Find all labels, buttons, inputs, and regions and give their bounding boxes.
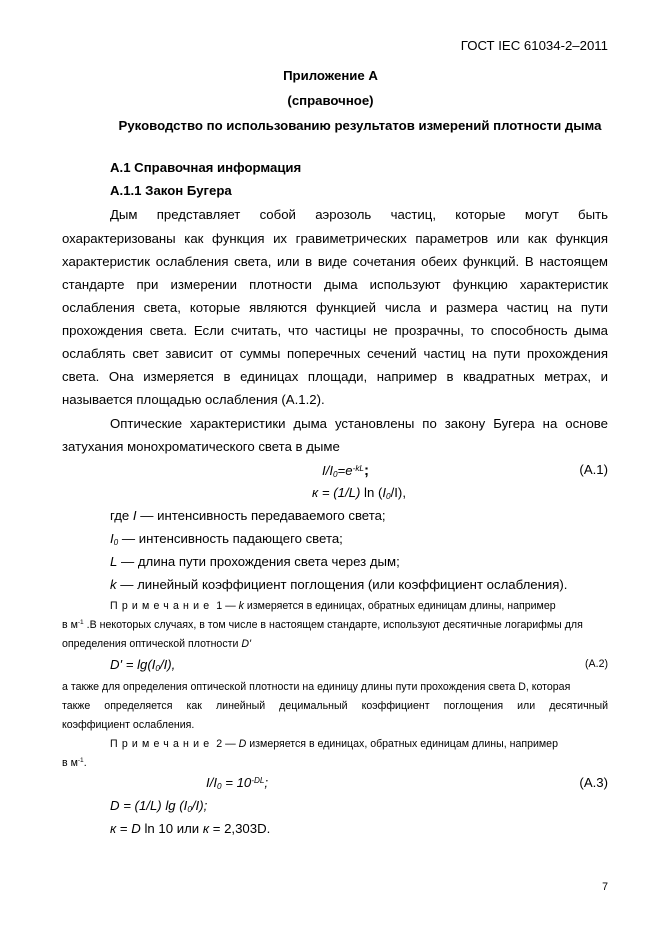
definition-l: L — длина пути прохождения света через дым; [110, 554, 400, 569]
paragraph-2-line: Оптические характеристики дыма установлены по закону Бугера на основе [110, 416, 608, 431]
section-a1-heading: А.1 Справочная информация [110, 160, 302, 175]
equation-d: D = (1/L) $\lg (I_0/I)$; [110, 798, 208, 815]
paragraph-line: стандарте при измерении плотности дыма используют функцию характеристик [62, 277, 608, 292]
paragraph-3-line: также определяется как линейный децимальный коэффициент поглощения или десятичный [62, 700, 608, 712]
paragraph-line: охарактеризованы как функция их гравиметрических параметров или как функция [62, 231, 608, 246]
page-number: 7 [602, 881, 608, 893]
standard-number: ГОСТ IEC 61034-2–2011 [460, 38, 608, 53]
equation-k-ln10: к = D ln 10 или к = 2,303D. [110, 821, 271, 836]
paragraph-line: Дым представляет собой аэрозоль частиц, которые могут быть [110, 207, 608, 222]
equation-a2: $D' = \lg(I_0/I)$, [110, 657, 176, 674]
paragraph-3-line: коэффициент ослабления. [62, 719, 195, 731]
note-2: Примечание 2 — D измеряется в единицах, обратных единицам длины, например [110, 738, 558, 750]
paragraph-3-line: а также для определения оптической плотности на единицу длины пути прохождения света D, которая [62, 681, 571, 693]
definition-k: k — линейный коэффициент поглощения (или коэффициент ослабления). [110, 577, 568, 592]
appendix-heading: Руководство по использованию результатов измерений плотности дыма [118, 118, 602, 133]
note-2-line-2: в $м^{-1}$. [62, 757, 87, 769]
equation-a3-number: (А.3) [579, 775, 608, 790]
appendix-kind: (справочное) [287, 93, 374, 108]
paragraph-line: характеристик ослабления света, или в виде сочетания обеих функций. В настоящем [62, 254, 608, 269]
paragraph-line: ослаблять свет зависит от суммы поперечных сечений частиц на пути прохождения [62, 346, 608, 361]
paragraph-line: света. Она измеряется в единицах площади, например в квадратных метрах, и [62, 369, 608, 384]
paragraph-line: ослабления света, которые являются функцией числа и размера частиц на пути [62, 300, 608, 315]
equation-a3: $I/I_0 = 10^{-DL}$; [206, 775, 269, 792]
note-1: Примечание 1 — k измеряется в единицах, обратных единицам длины, например [110, 600, 556, 612]
paragraph-line: называется площадью ослабления (А.1.2). [62, 392, 325, 407]
note-1-line-3: определения оптической плотности D' [62, 638, 252, 650]
equation-k: к = (1/L) $\ln (I_0/I)$, [312, 485, 406, 502]
definition-i: где I — интенсивность передаваемого света; [110, 508, 386, 523]
paragraph-2-line: затухания монохроматического света в дыме [62, 439, 340, 454]
equation-a2-number: (А.2) [585, 658, 608, 670]
paragraph-line: прохождения света. Если считать, что частицы не прозрачны, то способность дыма [62, 323, 608, 338]
equation-a1: $I/I_0=e^{-kL}$; [322, 462, 369, 480]
equation-a1-number: (А.1) [579, 462, 608, 477]
section-a11-heading: А.1.1 Закон Бугера [110, 183, 232, 198]
definition-i0: $I_0$ — интенсивность падающего света; [110, 531, 343, 548]
appendix-title: Приложение А [283, 68, 378, 83]
note-1-line-2: в $м^{-1}$ .В некоторых случаях, в том числе в настоящем стандарте, используют десятичные логарифмы для [62, 619, 583, 631]
